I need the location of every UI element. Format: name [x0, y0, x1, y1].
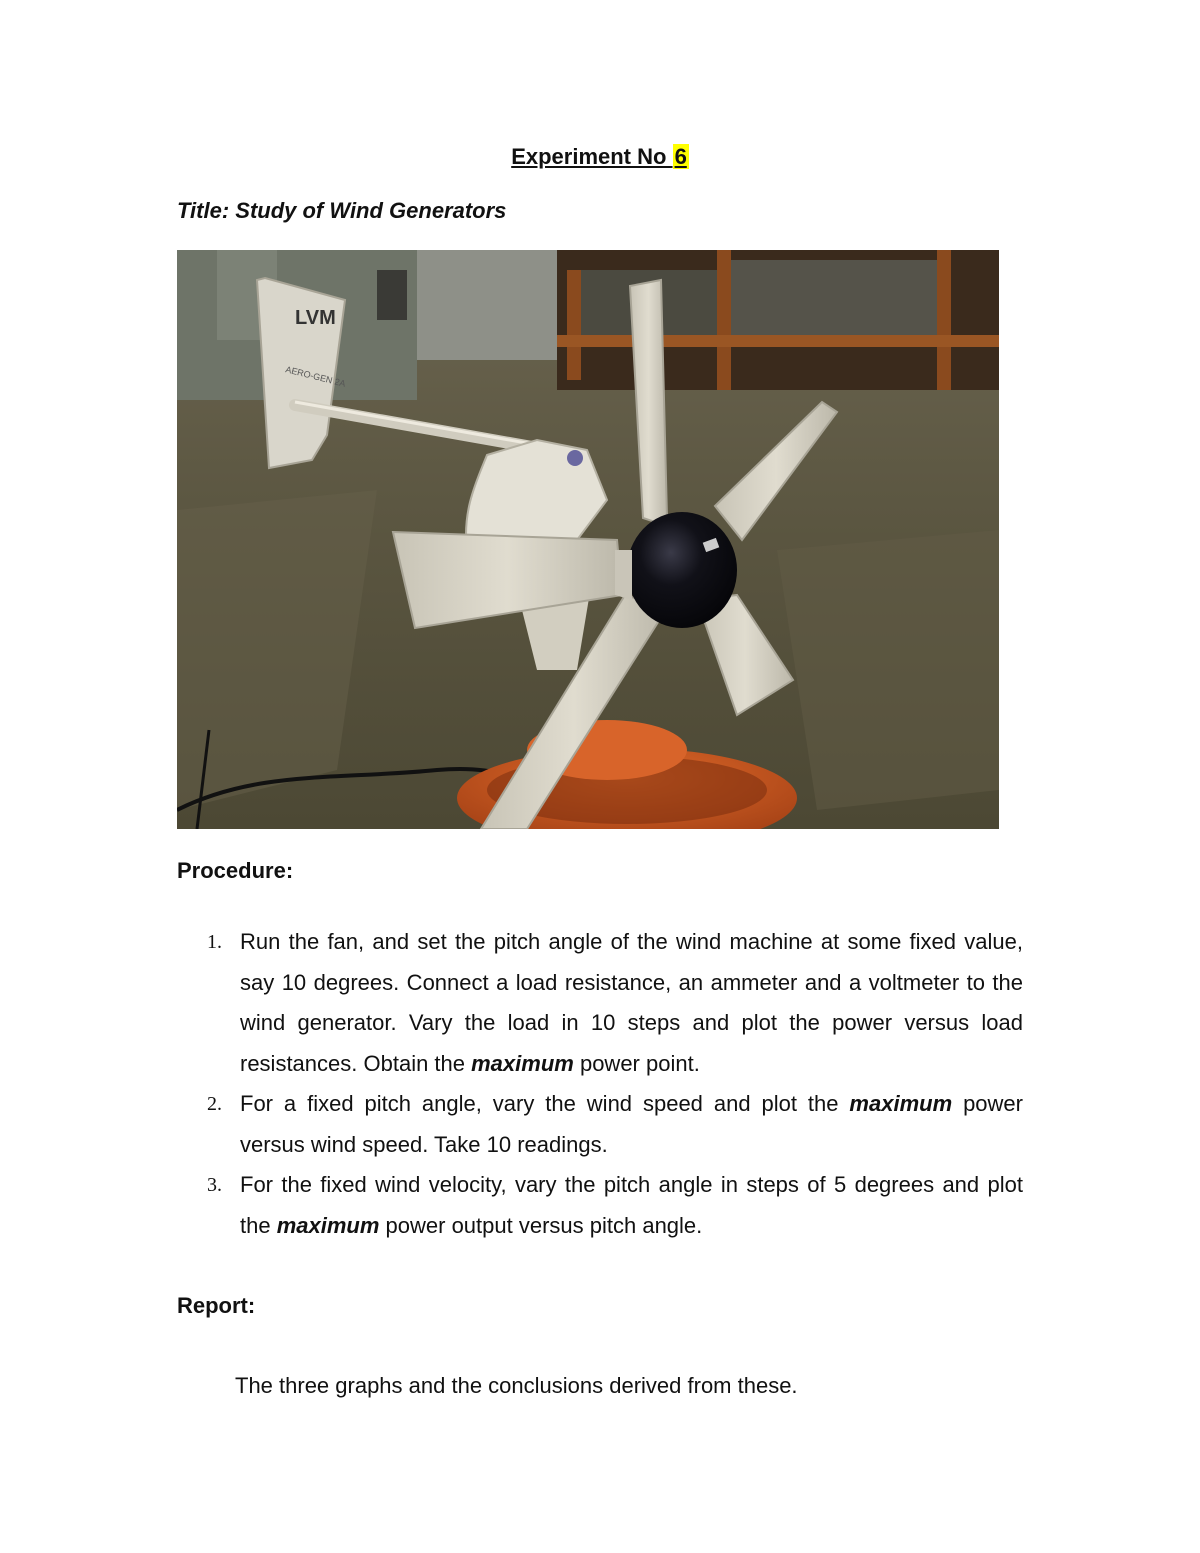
step-number: 1. — [207, 931, 222, 953]
step-number: 3. — [207, 1174, 222, 1196]
step-text-end: power output versus pitch angle. — [379, 1212, 703, 1238]
report-label: Report: — [177, 1293, 256, 1318]
tail-logo: LVM — [295, 307, 336, 329]
experiment-heading-text: Experiment No — [511, 144, 673, 169]
procedure-step — [177, 922, 1023, 1084]
procedure-steps — [177, 922, 1023, 1246]
step-text: For a fixed pitch angle, vary the wind speed and plot the — [240, 1091, 850, 1116]
step-text: Run the fan, and set the pitch angle of the wind machine at some fixed value, say 10 degrees. Connect a load resistance, an ammeter and a voltmeter to the wind generator. Vary the load in 10 steps and plot the power versus load resistances. Obtain the — [240, 929, 1023, 1076]
step-text-end: power versus wind speed. Take 10 readings. — [240, 1091, 1023, 1157]
experiment-heading — [0, 142, 1200, 172]
wind-generator-illustration — [177, 250, 999, 829]
document-title: Title: Study of Wind Generators — [177, 198, 507, 223]
step-emphasis: maximum — [849, 1091, 953, 1116]
step-text: For the fixed wind velocity, vary the pitch angle in steps of 5 degrees and plot the — [240, 1172, 1023, 1238]
experiment-number: 6 — [674, 144, 687, 169]
step-emphasis: maximum — [276, 1212, 380, 1238]
procedure-label: Procedure: — [177, 858, 294, 883]
wooden-cabinet — [557, 250, 999, 390]
report-text: The three graphs and the conclusions derived from these. — [235, 1373, 798, 1398]
tail-model: AERO-GEN 2A — [284, 364, 347, 389]
procedure-step — [177, 1084, 1023, 1165]
step-emphasis: maximum — [471, 1050, 574, 1076]
step-number: 2. — [207, 1093, 222, 1115]
procedure-step — [177, 1165, 1023, 1246]
wind-generator-photo — [177, 250, 999, 829]
step-text-end: power point. — [573, 1050, 700, 1076]
rotor-hub — [627, 512, 737, 628]
